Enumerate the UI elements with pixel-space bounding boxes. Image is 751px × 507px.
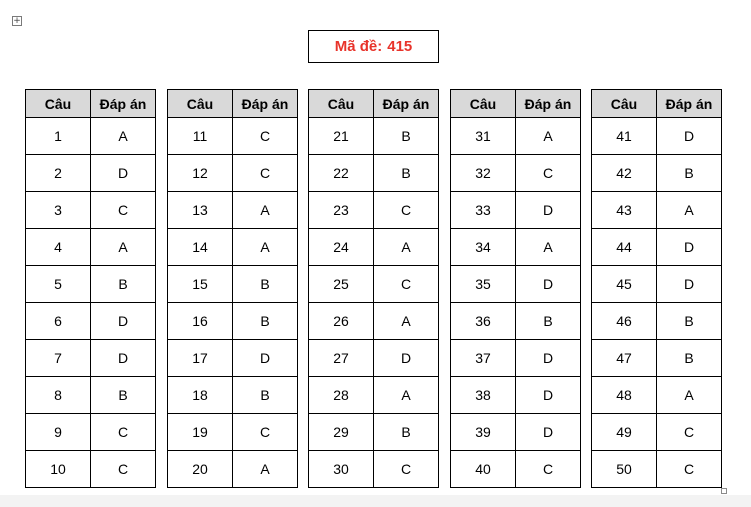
question-number: 42	[592, 155, 657, 192]
question-number: 12	[168, 155, 233, 192]
question-number: 37	[451, 340, 516, 377]
table-row	[309, 118, 439, 155]
table-row	[26, 451, 156, 488]
question-column-header: Câu	[168, 90, 233, 118]
question-column-header: Câu	[592, 90, 657, 118]
table-row	[309, 451, 439, 488]
answer-cell: C	[91, 451, 156, 488]
table-row	[451, 377, 581, 414]
table-header-row	[592, 90, 722, 118]
table-row	[451, 192, 581, 229]
answer-cell: D	[91, 155, 156, 192]
answer-cell: C	[233, 118, 298, 155]
table-row	[309, 340, 439, 377]
question-number: 18	[168, 377, 233, 414]
exam-code-box	[308, 30, 439, 63]
answer-cell: A	[233, 451, 298, 488]
answer-cell: D	[91, 340, 156, 377]
question-number: 11	[168, 118, 233, 155]
question-number: 5	[26, 266, 91, 303]
page-bottom-edge	[0, 495, 751, 507]
table-row	[168, 451, 298, 488]
answer-column-header: Đáp án	[374, 90, 439, 118]
table-row	[26, 118, 156, 155]
answer-table-5	[591, 89, 722, 488]
table-row	[451, 229, 581, 266]
question-number: 13	[168, 192, 233, 229]
question-number: 39	[451, 414, 516, 451]
answer-cell: A	[516, 118, 581, 155]
question-number: 16	[168, 303, 233, 340]
table-header-row	[26, 90, 156, 118]
answer-cell: D	[516, 266, 581, 303]
question-number: 22	[309, 155, 374, 192]
table-row	[309, 266, 439, 303]
answer-cell: A	[657, 192, 722, 229]
answer-cell: D	[233, 340, 298, 377]
question-number: 49	[592, 414, 657, 451]
answer-cell: C	[374, 451, 439, 488]
table-row	[592, 266, 722, 303]
answer-table-2	[167, 89, 298, 488]
table-row	[451, 118, 581, 155]
answer-cell: A	[374, 377, 439, 414]
question-number: 28	[309, 377, 374, 414]
table-resize-handle-icon[interactable]	[721, 488, 727, 494]
question-number: 4	[26, 229, 91, 266]
question-number: 31	[451, 118, 516, 155]
question-number: 1	[26, 118, 91, 155]
answer-column-header: Đáp án	[233, 90, 298, 118]
answer-cell: A	[233, 192, 298, 229]
question-number: 36	[451, 303, 516, 340]
table-row	[26, 377, 156, 414]
answer-cell: D	[657, 229, 722, 266]
answer-cell: A	[233, 229, 298, 266]
answer-cell: D	[516, 414, 581, 451]
answer-cell: D	[657, 118, 722, 155]
answer-cell: B	[233, 303, 298, 340]
answer-cell: B	[374, 414, 439, 451]
table-row	[26, 414, 156, 451]
answer-cell: C	[233, 414, 298, 451]
question-number: 41	[592, 118, 657, 155]
table-row	[309, 303, 439, 340]
table-row	[451, 266, 581, 303]
answer-cell: B	[516, 303, 581, 340]
answer-column-header: Đáp án	[657, 90, 722, 118]
question-number: 35	[451, 266, 516, 303]
table-row	[592, 229, 722, 266]
table-row	[592, 377, 722, 414]
question-number: 43	[592, 192, 657, 229]
question-number: 29	[309, 414, 374, 451]
table-row	[168, 118, 298, 155]
table-row	[592, 340, 722, 377]
answer-cell: B	[233, 377, 298, 414]
answer-cell: C	[374, 266, 439, 303]
table-row	[451, 414, 581, 451]
answer-cell: A	[657, 377, 722, 414]
question-number: 9	[26, 414, 91, 451]
answer-column-header: Đáp án	[516, 90, 581, 118]
answer-cell: C	[657, 414, 722, 451]
answer-cell: D	[657, 266, 722, 303]
table-row	[26, 340, 156, 377]
answer-cell: B	[233, 266, 298, 303]
question-number: 7	[26, 340, 91, 377]
question-number: 20	[168, 451, 233, 488]
question-number: 21	[309, 118, 374, 155]
table-row	[592, 118, 722, 155]
answer-cell: D	[516, 340, 581, 377]
question-number: 50	[592, 451, 657, 488]
answer-cell: C	[657, 451, 722, 488]
table-row	[168, 192, 298, 229]
table-header-row	[309, 90, 439, 118]
answer-cell: D	[516, 192, 581, 229]
table-row	[592, 414, 722, 451]
table-row	[168, 303, 298, 340]
table-row	[592, 192, 722, 229]
question-number: 46	[592, 303, 657, 340]
answer-cell: A	[516, 229, 581, 266]
question-number: 30	[309, 451, 374, 488]
question-number: 14	[168, 229, 233, 266]
question-number: 8	[26, 377, 91, 414]
answer-cell: C	[91, 192, 156, 229]
answer-cell: C	[516, 155, 581, 192]
table-row	[451, 451, 581, 488]
table-row	[168, 229, 298, 266]
table-row	[26, 303, 156, 340]
answer-cell: A	[374, 229, 439, 266]
table-row	[309, 229, 439, 266]
answer-table-3	[308, 89, 439, 488]
table-header-row	[451, 90, 581, 118]
table-row	[26, 192, 156, 229]
question-number: 48	[592, 377, 657, 414]
table-row	[309, 377, 439, 414]
table-row	[309, 155, 439, 192]
question-number: 2	[26, 155, 91, 192]
question-number: 44	[592, 229, 657, 266]
answer-cell: A	[374, 303, 439, 340]
question-column-header: Câu	[309, 90, 374, 118]
table-row	[451, 303, 581, 340]
answer-cell: B	[657, 155, 722, 192]
question-number: 25	[309, 266, 374, 303]
table-row	[451, 155, 581, 192]
answer-cell: C	[233, 155, 298, 192]
table-header-row	[168, 90, 298, 118]
question-number: 24	[309, 229, 374, 266]
question-column-header: Câu	[26, 90, 91, 118]
question-number: 33	[451, 192, 516, 229]
answer-cell: B	[374, 155, 439, 192]
table-row	[26, 229, 156, 266]
table-row	[592, 155, 722, 192]
table-row	[309, 414, 439, 451]
table-row	[451, 340, 581, 377]
answer-cell: D	[91, 303, 156, 340]
question-column-header: Câu	[451, 90, 516, 118]
table-move-handle-icon[interactable]: +	[13, 16, 21, 26]
question-number: 10	[26, 451, 91, 488]
table-row	[309, 192, 439, 229]
question-number: 34	[451, 229, 516, 266]
answer-table-1	[25, 89, 156, 488]
question-number: 38	[451, 377, 516, 414]
table-row	[592, 451, 722, 488]
table-row	[168, 340, 298, 377]
table-row	[26, 155, 156, 192]
question-number: 6	[26, 303, 91, 340]
question-number: 3	[26, 192, 91, 229]
answer-cell: B	[374, 118, 439, 155]
question-number: 23	[309, 192, 374, 229]
question-number: 15	[168, 266, 233, 303]
table-row	[168, 266, 298, 303]
exam-code-value: 415	[387, 38, 413, 55]
table-row	[168, 414, 298, 451]
answer-column-header: Đáp án	[91, 90, 156, 118]
question-number: 17	[168, 340, 233, 377]
table-row	[168, 155, 298, 192]
question-number: 32	[451, 155, 516, 192]
answer-cell: A	[91, 229, 156, 266]
table-row	[26, 266, 156, 303]
answer-table-4	[450, 89, 581, 488]
answer-cell: C	[374, 192, 439, 229]
table-row	[168, 377, 298, 414]
question-number: 47	[592, 340, 657, 377]
question-number: 45	[592, 266, 657, 303]
question-number: 19	[168, 414, 233, 451]
exam-code-label: Mã đề:	[334, 38, 383, 55]
answer-cell: A	[91, 118, 156, 155]
answer-cell: C	[516, 451, 581, 488]
answer-cell: B	[657, 340, 722, 377]
answer-cell: D	[374, 340, 439, 377]
table-row	[592, 303, 722, 340]
answer-cell: C	[91, 414, 156, 451]
question-number: 27	[309, 340, 374, 377]
question-number: 26	[309, 303, 374, 340]
answer-cell: B	[91, 377, 156, 414]
answer-cell: B	[657, 303, 722, 340]
answer-key-tables	[0, 89, 751, 489]
answer-cell: D	[516, 377, 581, 414]
answer-cell: B	[91, 266, 156, 303]
question-number: 40	[451, 451, 516, 488]
